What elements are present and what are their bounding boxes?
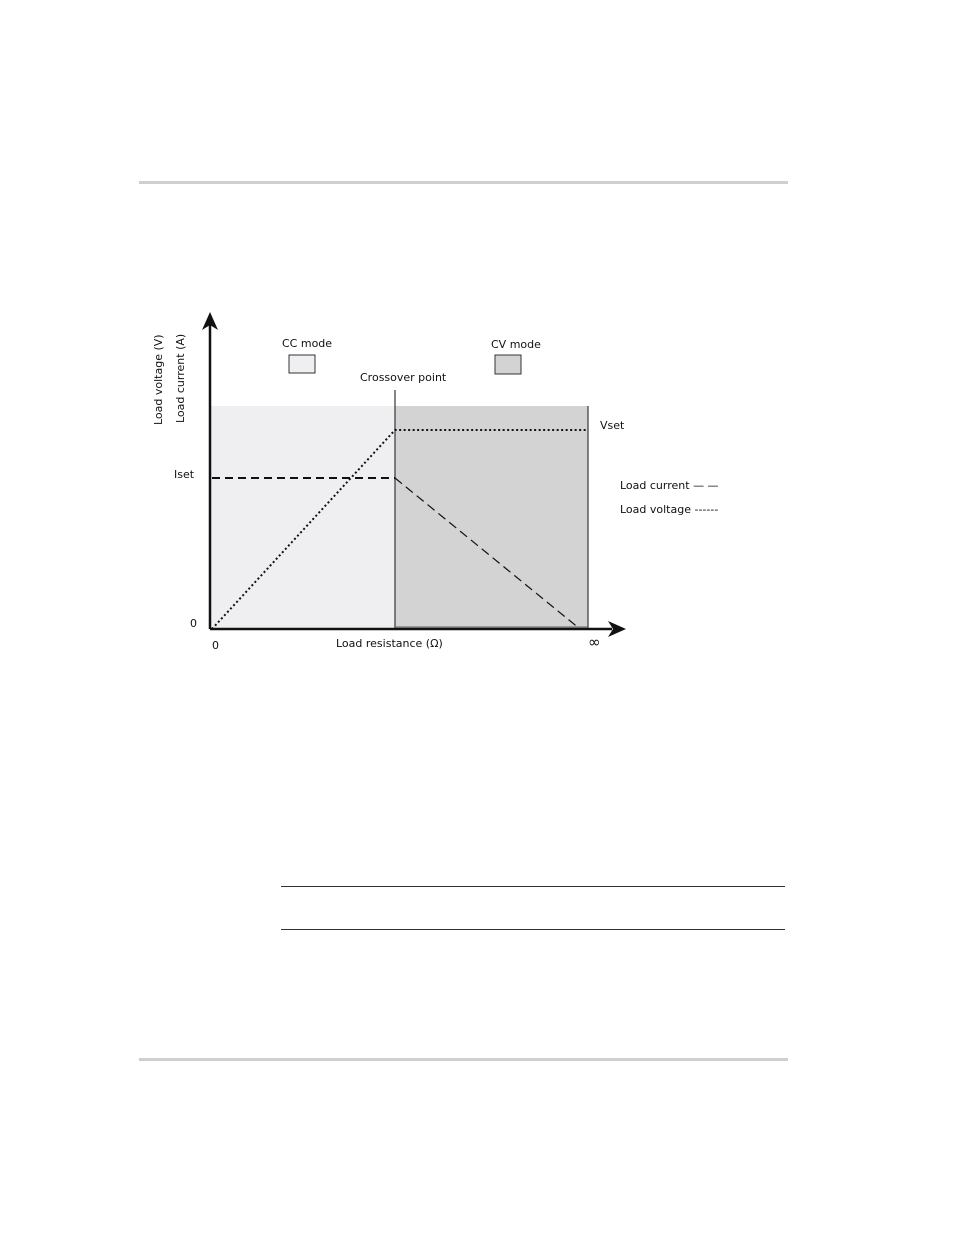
cc-mode-swatch [289, 355, 315, 373]
vset-label: Vset [600, 419, 625, 432]
iset-label: Iset [174, 468, 195, 481]
note-bottom-rule [281, 929, 785, 930]
cv-region [395, 406, 588, 629]
footer-rule [139, 1058, 788, 1061]
x-origin-label: 0 [212, 639, 219, 652]
note-top-rule [281, 886, 785, 887]
load-current-legend: Load current — — [620, 479, 719, 492]
x-infinity-label: ∞ [588, 633, 601, 651]
cv-mode-swatch [495, 355, 521, 374]
y-axis-label-current: Load current (A) [174, 333, 187, 423]
cc-region [210, 406, 395, 629]
load-voltage-legend: Load voltage ------ [620, 503, 719, 516]
cv-mode-label: CV mode [491, 338, 541, 351]
y-axis-label-voltage: Load voltage (V) [152, 334, 165, 425]
crossover-point-label: Crossover point [360, 371, 447, 384]
x-axis-label: Load resistance (Ω) [336, 637, 443, 650]
cc-mode-label: CC mode [282, 337, 333, 350]
y-origin-label: 0 [190, 617, 197, 630]
